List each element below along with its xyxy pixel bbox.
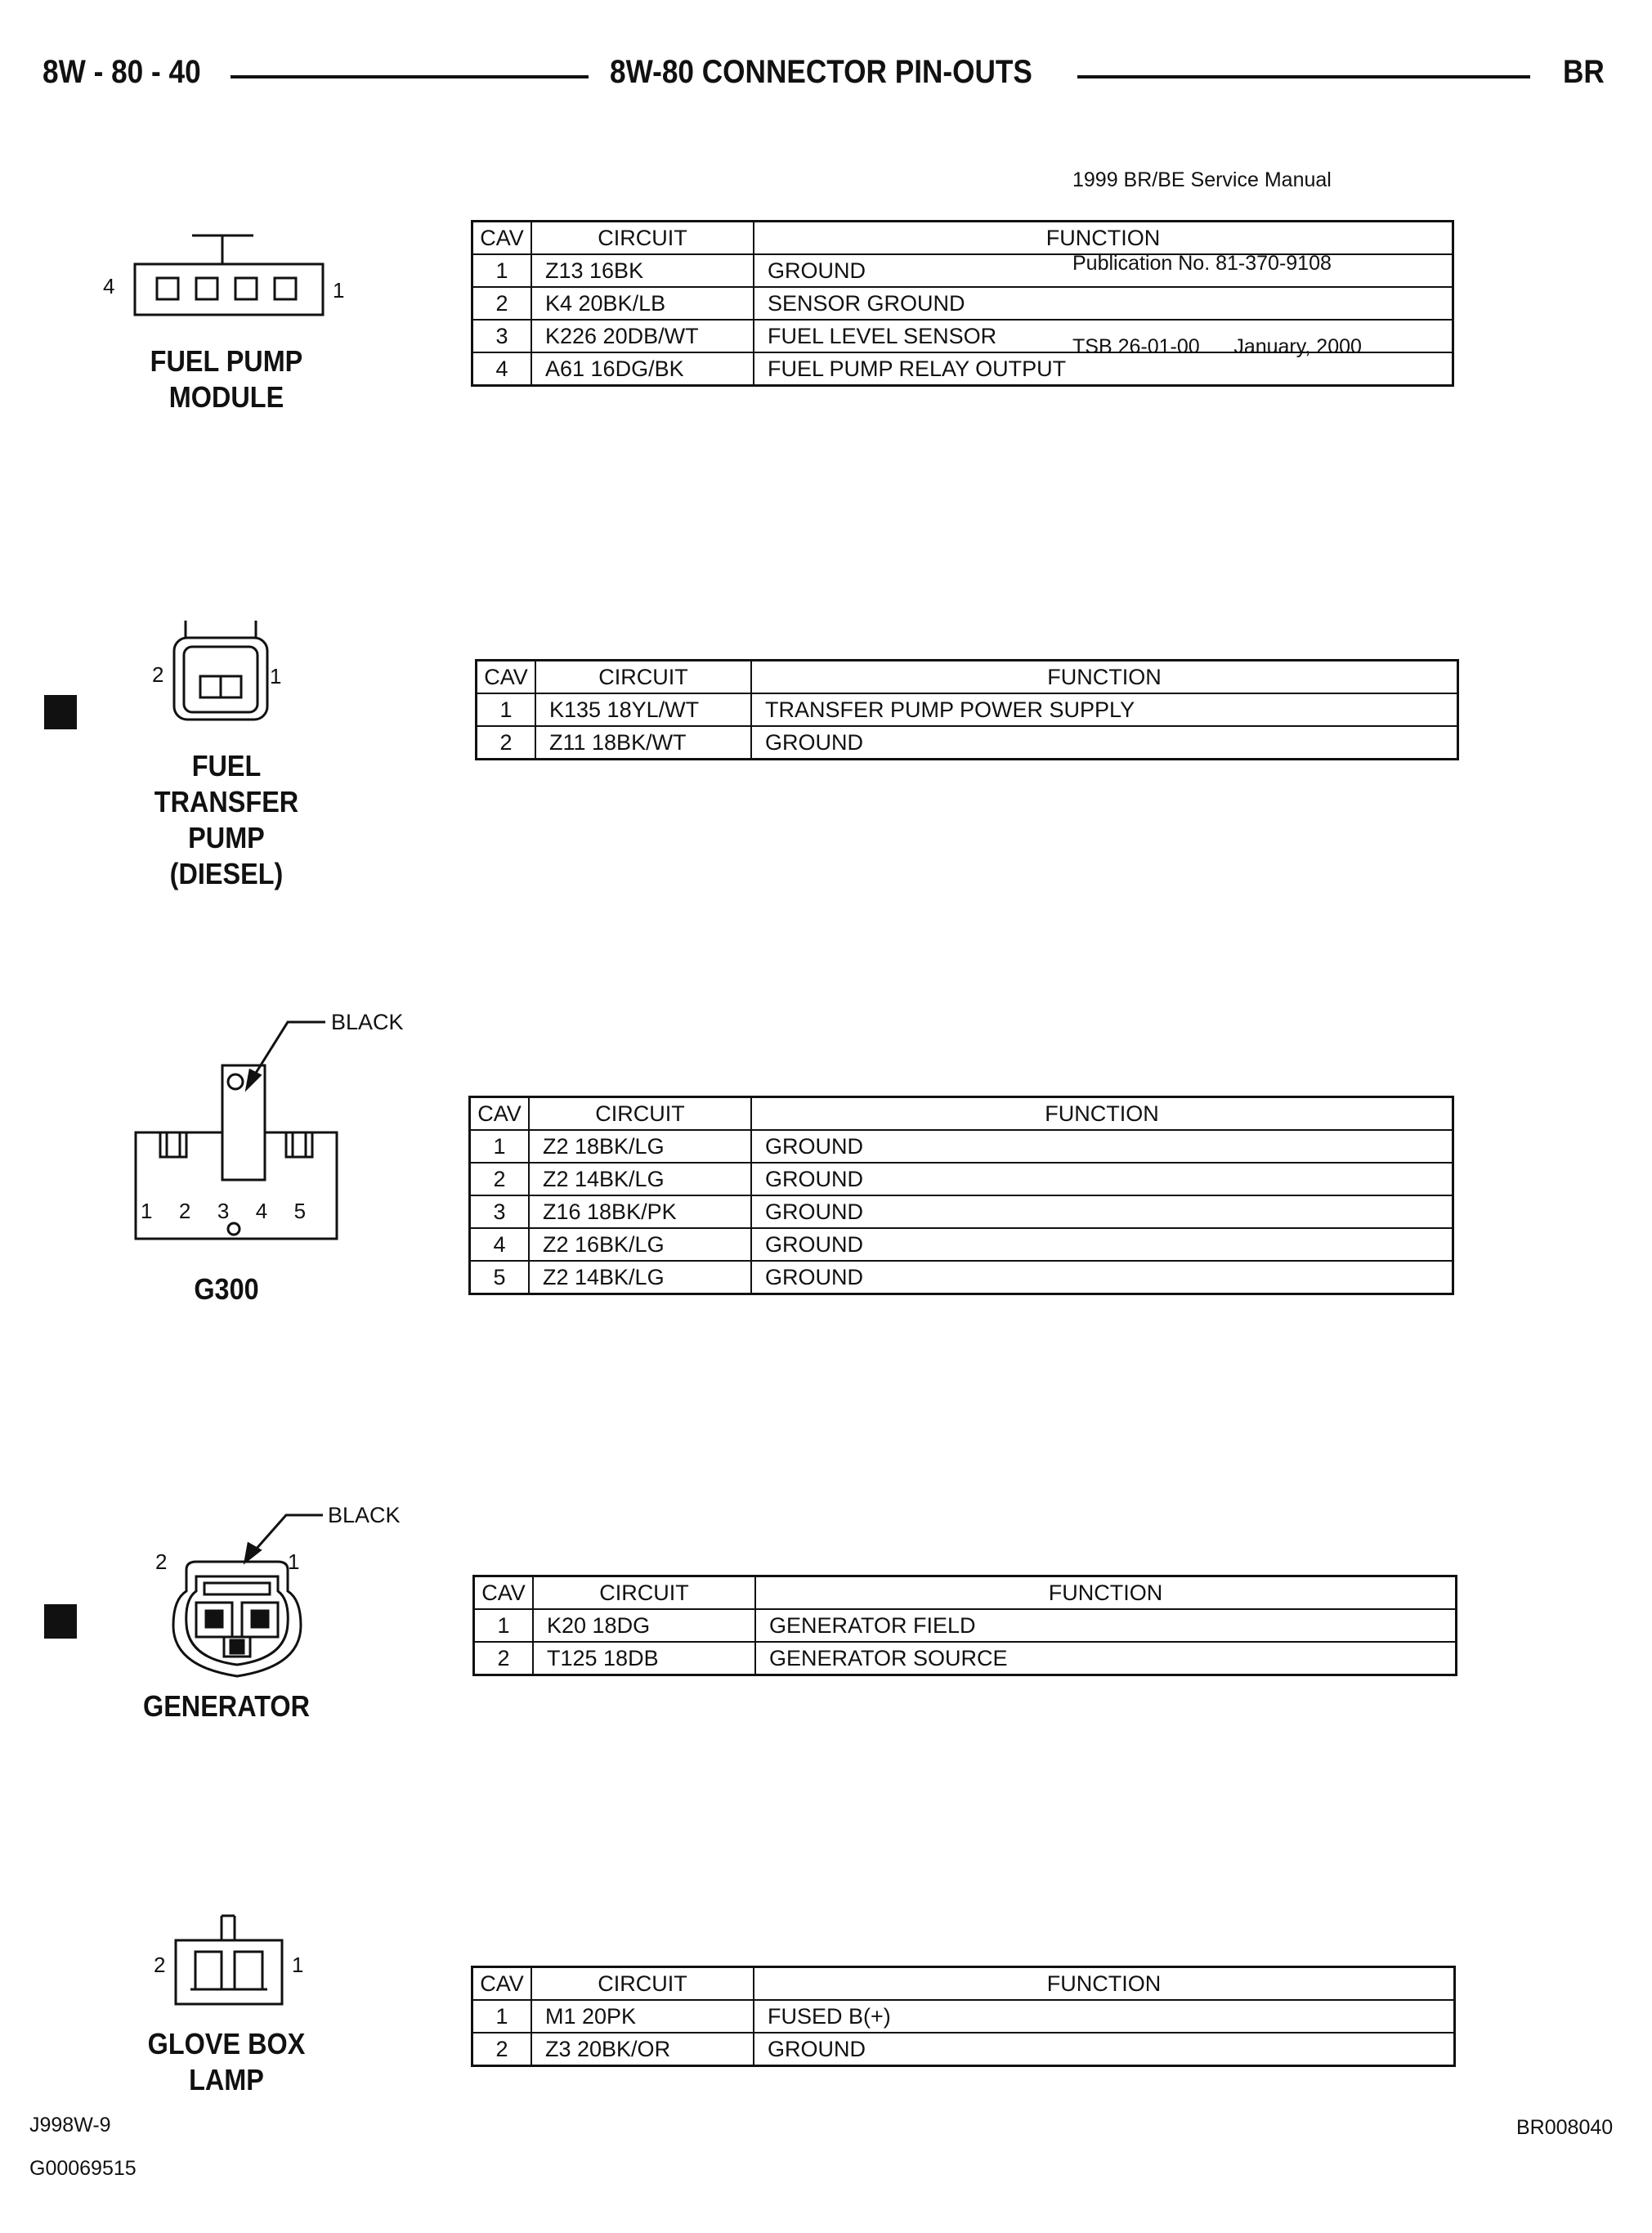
publication-line-2: Publication No. 81-370-9108	[1072, 252, 1332, 275]
pinout-table-glove-box-lamp	[471, 1966, 1456, 2067]
connector-title-generator: GENERATOR	[142, 1689, 311, 1723]
fuel-pump-module-connector-icon	[123, 227, 335, 325]
table-row: 2 Z11 18BK/WT GROUND	[477, 726, 1458, 760]
col-circuit: CIRCUIT	[529, 1097, 751, 1131]
marker-square	[44, 695, 77, 729]
col-function: FUNCTION	[755, 1576, 1457, 1610]
table-row: 1 Z2 18BK/LG GROUND	[470, 1130, 1453, 1163]
table-row: 3 Z16 18BK/PK GROUND	[470, 1195, 1453, 1228]
header-rule-left	[231, 75, 589, 78]
pin-label-2: 2	[152, 662, 164, 687]
table-row: 2 Z2 14BK/LG GROUND	[470, 1163, 1453, 1195]
pinout-table-g300	[468, 1096, 1454, 1295]
pinout-table-generator	[472, 1575, 1457, 1676]
table-row: 5 Z2 14BK/LG GROUND	[470, 1261, 1453, 1294]
pin-label-2: 2	[155, 1549, 168, 1574]
pinout-table-fuel-transfer-pump	[475, 659, 1459, 760]
marker-square	[44, 1604, 77, 1639]
col-circuit: CIRCUIT	[533, 1576, 755, 1610]
table-row: 2 Z3 20BK/OR GROUND	[472, 2033, 1455, 2066]
table-row: 2 T125 18DB GENERATOR SOURCE	[474, 1642, 1457, 1675]
col-function: FUNCTION	[754, 1967, 1455, 2001]
page-code: 8W - 80 - 40	[43, 54, 201, 90]
color-label-black: BLACK	[331, 1010, 404, 1034]
pin-label-1: 1	[270, 664, 282, 688]
table-row: 1 M1 20PK FUSED B(+)	[472, 2000, 1455, 2033]
col-circuit: CIRCUIT	[531, 1967, 754, 2001]
footer-doc-id: G00069515	[29, 2157, 137, 2180]
table-row: 4 A61 16DG/BK FUEL PUMP RELAY OUTPUT	[472, 352, 1453, 386]
pin-label-2: 2	[154, 1953, 166, 1977]
header-rule-right	[1077, 75, 1530, 78]
col-cav: CAV	[472, 222, 532, 255]
pin-label-1: 1	[333, 278, 345, 303]
fuel-transfer-pump-connector-icon	[168, 617, 274, 728]
col-cav: CAV	[472, 1967, 532, 2001]
page-title: 8W-80 CONNECTOR PIN-OUTS	[610, 54, 1032, 90]
connector-title-g300: G300	[194, 1272, 259, 1306]
glove-box-lamp-connector-icon	[168, 1909, 290, 2011]
table-row: 3 K226 20DB/WT FUEL LEVEL SENSOR	[472, 320, 1453, 352]
pin-label-1: 1	[288, 1549, 300, 1574]
g300-pin-labels: 1 2 3 4 5	[141, 1199, 311, 1223]
pinout-table-fuel-pump-module	[471, 220, 1454, 387]
connector-title-fuel-pump-module: FUEL PUMP MODULE	[150, 344, 303, 414]
generator-connector-icon	[163, 1503, 351, 1691]
model-code: BR	[1563, 54, 1605, 90]
col-circuit: CIRCUIT	[531, 222, 754, 255]
footer-page-code: BR008040	[1516, 2116, 1614, 2139]
table-row: 4 Z2 16BK/LG GROUND	[470, 1228, 1453, 1261]
col-function: FUNCTION	[751, 661, 1458, 694]
publication-line-1: 1999 BR/BE Service Manual	[1072, 168, 1332, 191]
table-row: 1 K135 18YL/WT TRANSFER PUMP POWER SUPPLY	[477, 693, 1458, 726]
publication-line-3: TSB 26-01-00 January, 2000	[1072, 335, 1362, 358]
col-function: FUNCTION	[751, 1097, 1453, 1131]
connector-title-fuel-transfer-pump: FUEL TRANSFER PUMP (DIESEL)	[154, 749, 299, 890]
col-cav: CAV	[477, 661, 536, 694]
table-row: 1 Z13 16BK GROUND	[472, 254, 1453, 287]
col-function: FUNCTION	[754, 222, 1453, 255]
color-label-black: BLACK	[328, 1503, 401, 1527]
col-cav: CAV	[474, 1576, 534, 1610]
footer-figure-code: J998W-9	[29, 2114, 111, 2137]
connector-title-glove-box-lamp: GLOVE BOX LAMP	[147, 2027, 306, 2096]
col-circuit: CIRCUIT	[535, 661, 751, 694]
col-cav: CAV	[470, 1097, 530, 1131]
pin-label-1: 1	[292, 1953, 304, 1977]
table-row: 1 K20 18DG GENERATOR FIELD	[474, 1609, 1457, 1642]
pin-label-4: 4	[103, 274, 115, 298]
table-row: 2 K4 20BK/LB SENSOR GROUND	[472, 287, 1453, 320]
